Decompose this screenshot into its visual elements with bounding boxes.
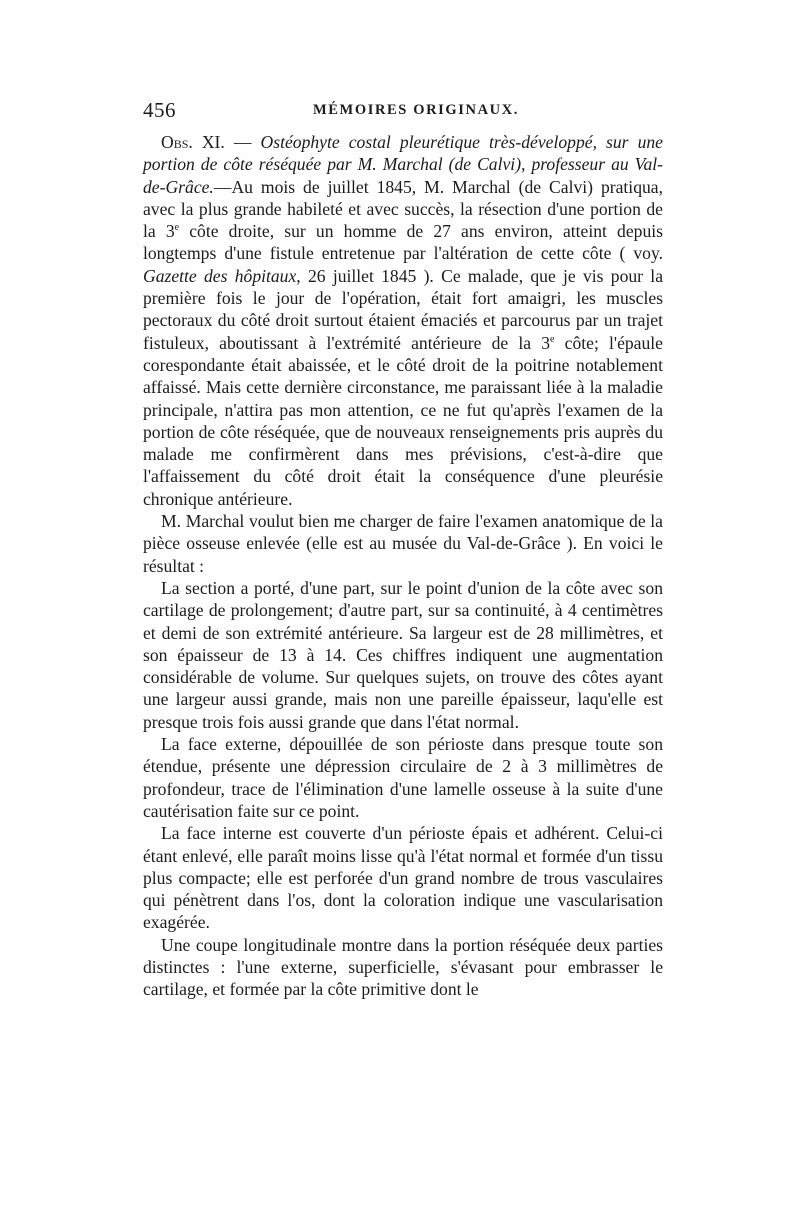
running-head	[143, 98, 663, 122]
running-title: MÉMOIRES ORIGINAUX.	[313, 102, 520, 118]
paragraph-text: côte droite, sur un homme de 27 ans environ, atteint depuis longtemps d'une fistule entretenue par l'altération de cette côte ( voy.	[143, 221, 663, 264]
paragraph-text: —Au mois de juillet 1845, M. Marchal (de Calvi) pratiqua, avec la plus grande habileté et avec succès, la résection d'une portion de la 3	[143, 176, 663, 242]
obs-label: Obs.	[161, 132, 193, 152]
case-title: Ostéophyte costal pleurétique très-développé, sur une portion de côte réséquée par M. Marchal (de Calvi), professeur au Val-de-Grâce.	[143, 132, 663, 197]
paragraph-text: côte; l'épaule corespondante était abaissée, et le côté droit de la poitrine notablement affaissé. Mais cette dernière circonstance, me paraissant liée à la maladie principale, n'attira pas mon attention, ce ne fut qu'après l'examen de la portion de côte réséquée, que de nouveaux renseignements pris auprès du malade me confirmèrent dans mes prévisions, c'est-à-dire que l'affaissement du côté droit était la conséquence d'une pleurésie chronique antérieure.	[143, 332, 663, 509]
paragraph-longitudinal-cut: Une coupe longitudinale montre dans la portion réséquée deux parties distinctes : l'une externe, superficielle, s'évasant pour embrasser le cartilage, et formée par la côte primitive dont le	[143, 934, 663, 1000]
paragraph-external-face: La face externe, dépouillée de son périoste dans presque toute son étendue, présente une dépression circulaire de 2 à 3 millimètres de profondeur, trace de l'élimination d'une lamelle osseuse à la suite d'une cautérisation faite sur ce point.	[143, 734, 663, 821]
paragraph-section-dimensions: La section a porté, d'une part, sur le point d'union de la côte avec son cartilage de prolongement; d'autre part, sur sa continuité, à 4 centimètres et demi de son extrémité antérieure. Sa largeur est de 28 millimètres, et son épaisseur de 13 à 14. Ces chiffres indiquent une augmentation considérable de volume. Sur quelques sujets, on trouve des côtes ayant une largeur aussi grande, mais non une pareille épaisseur, laqu'elle est presque trois fois aussi grande que dans l'état normal.	[143, 577, 663, 732]
paragraph-anatomy-request: M. Marchal voulut bien me charger de faire l'examen anatomique de la pièce osseuse enlevée (elle est au musée du Val-de-Grâce ). En voici le résultat :	[143, 511, 663, 576]
paragraph-internal-face: La face interne est couverte d'un périoste épais et adhérent. Celui-ci étant enlevé, elle paraît moins lisse qu'à l'état normal et formée d'un tissu plus compacte; elle est perforée d'un grand nombre de trous vasculaires qui pénètrent dans l'os, dont la coloration indique une vascularisation exagérée.	[143, 823, 663, 933]
journal-citation: Gazette des hôpitaux	[143, 265, 297, 286]
paragraph-observation	[143, 131, 663, 510]
text-column	[143, 131, 663, 1001]
ordinal-superscript: e	[550, 333, 555, 345]
ordinal-superscript: e	[174, 222, 180, 234]
page-number: 456	[143, 98, 176, 122]
obs-number: XI. —	[192, 132, 261, 152]
paragraph-text: , 26 juillet 1845 ). Ce malade, que je vis pour la première fois le jour de l'opération, était fort amaigri, les muscles pectoraux du côté droit surtout étaient émaciés et parcourus par un trajet fistuleux, aboutissant à l'extrémité antérieure de la 3	[143, 265, 663, 353]
